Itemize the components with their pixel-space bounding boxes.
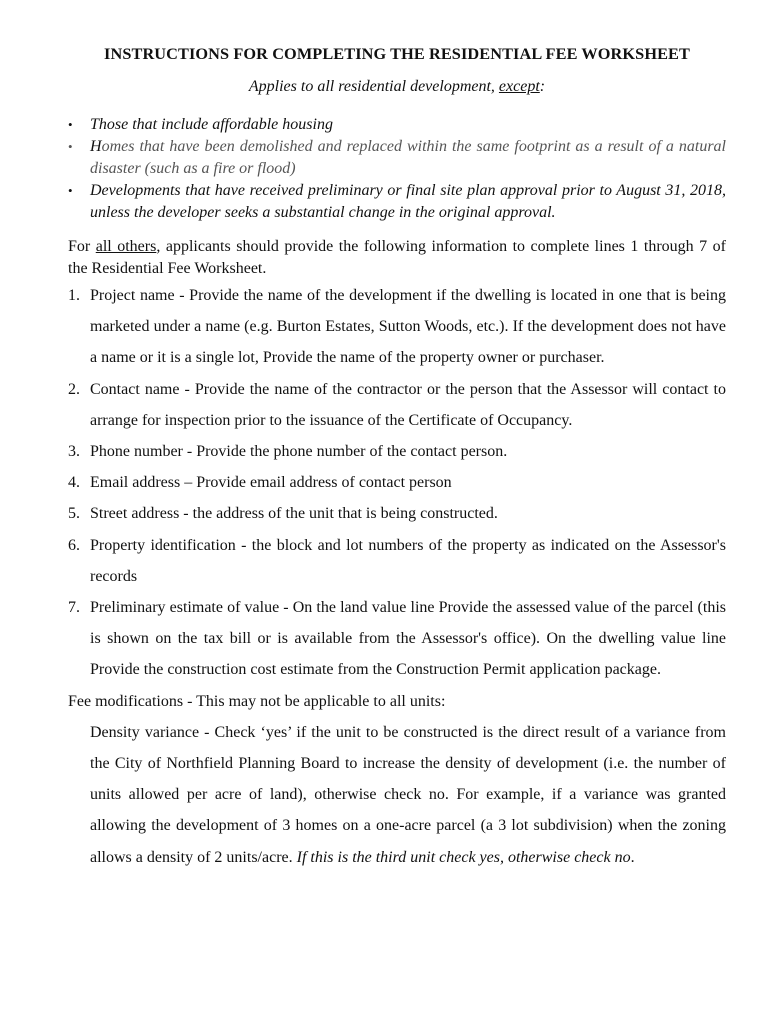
exception-item <box>68 136 726 180</box>
bullet-icon: • <box>68 139 73 154</box>
step-number: 6. <box>68 536 80 554</box>
page-title: INSTRUCTIONS FOR COMPLETING THE RESIDENTIAL FEE WORKSHEET <box>104 44 690 63</box>
step-number: 7. <box>68 599 80 617</box>
subtitle-text: Applies to all residential development, <box>248 78 499 95</box>
step-number: 1. <box>68 287 80 304</box>
exception-lead-letter: H <box>90 138 102 155</box>
step-number: 3. <box>68 443 80 461</box>
subtitle-colon: : <box>539 78 546 95</box>
fee-modifications-heading: Fee modifications - This may not be applicable to all units: <box>68 692 446 710</box>
step-item <box>68 498 726 529</box>
step-text: Project name - Provide the name of the development if the dwelling is located in one that is being marketed under a name (e.g. Burton Estates, Sutton Woods, etc.). If the development does not have a name or it is a single lot, Provide the name of the property owner or purchaser. <box>90 287 726 367</box>
steps-list <box>68 280 726 686</box>
step-item <box>68 280 726 374</box>
subtitle-except: except <box>498 78 540 95</box>
intro-text: For <box>68 238 96 255</box>
density-text: Density variance - Check ‘yes’ if the unit to be constructed is the direct result of a variance from the City of Northfield Planning Board to increase the density of development (i.e. the number of units allowed per acre of land), otherwise check no. For example, if a variance was granted allowing the development of 3 homes on a one-acre parcel (a 3 lot subdivision) when the zoning allows a density of 2 units/acre. <box>90 723 726 866</box>
exception-item <box>68 180 726 224</box>
intro-all-others: all others <box>95 238 157 255</box>
step-text: Property identification - the block and lot numbers of the property as indicated on the Assessor's records <box>90 536 726 585</box>
exception-text: omes that have been demolished and replaced within the same footprint as a result of a natural disaster (such as a fire or flood) <box>90 138 726 177</box>
step-item <box>68 436 726 467</box>
step-text: Preliminary estimate of value - On the land value line Provide the assessed value of the parcel (this is shown on the tax bill or is available from the Assessor's office). On the dwelling value line Provide the construction cost estimate from the Construction Permit application package. <box>90 599 726 679</box>
subtitle <box>68 78 726 96</box>
step-text: Email address – Provide email address of contact person <box>90 474 452 492</box>
bullet-icon: • <box>68 183 73 198</box>
step-item <box>68 467 726 498</box>
bullet-icon: • <box>68 117 73 132</box>
exception-text: Developments that have received preliminary or final site plan approval prior to August 31, 2018, unless the developer seeks a substantial change in the original approval. <box>90 182 726 221</box>
step-item <box>68 592 726 686</box>
step-item <box>68 530 726 592</box>
exception-text: Those that include affordable housing <box>90 116 333 133</box>
step-text: Contact name - Provide the name of the contractor or the person that the Assessor will contact to arrange for inspection prior to the issuance of the Certificate of Occupancy. <box>90 380 726 429</box>
exception-item <box>68 114 726 136</box>
intro-text-rest: , applicants should provide the following information to complete lines 1 through 7 of the Residential Fee Worksheet. <box>68 238 727 277</box>
step-text: Street address - the address of the unit that is being constructed. <box>90 505 498 523</box>
density-end: . <box>630 848 635 866</box>
step-item <box>68 374 726 436</box>
intro-paragraph <box>68 236 726 280</box>
step-number: 2. <box>68 380 80 398</box>
step-number: 4. <box>68 474 80 492</box>
density-variance-paragraph <box>90 717 726 873</box>
step-number: 5. <box>68 505 80 523</box>
density-italic-text: If this is the third unit check yes, otherwise check no <box>296 848 631 866</box>
exceptions-list <box>68 114 726 224</box>
step-text: Phone number - Provide the phone number of the contact person. <box>90 443 508 461</box>
